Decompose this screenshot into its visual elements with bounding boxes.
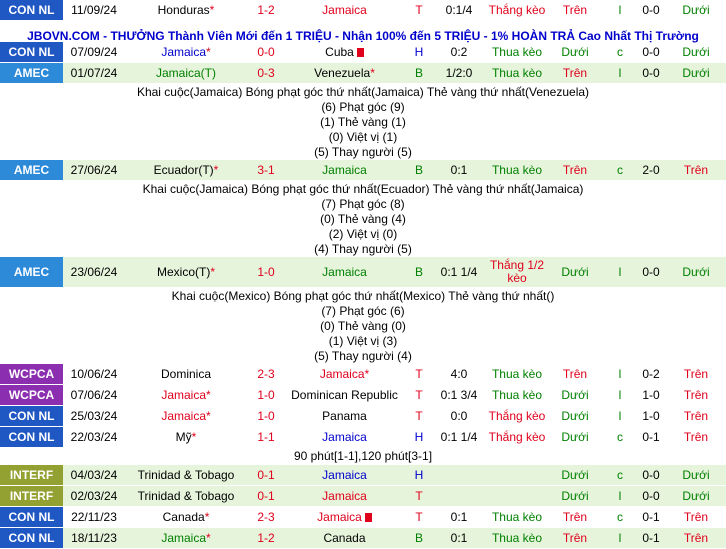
odd-even-marker: l bbox=[618, 366, 622, 381]
home-away-marker: H bbox=[414, 467, 424, 482]
half-over-under: Dưới bbox=[682, 2, 710, 17]
home-team[interactable]: Jamaica * bbox=[161, 44, 211, 59]
match-row bbox=[0, 406, 726, 427]
handicap: 0:1/4 bbox=[445, 2, 473, 17]
red-card-icon bbox=[357, 48, 364, 57]
handicap: 4:0 bbox=[450, 366, 468, 381]
away-team[interactable]: Jamaica * bbox=[319, 366, 370, 381]
stat-line: (1) Thẻ vàng (1) bbox=[320, 115, 406, 129]
handicap: 0:1 bbox=[450, 162, 468, 177]
away-team[interactable]: Jamaica bbox=[322, 2, 367, 17]
league-badge[interactable]: INTERF bbox=[0, 465, 63, 485]
score[interactable]: 1-0 bbox=[257, 387, 275, 402]
stat-line: (2) Việt vị (0) bbox=[328, 227, 398, 241]
away-team[interactable]: Dominican Republic bbox=[291, 387, 398, 402]
home-team[interactable]: Jamaica * bbox=[161, 387, 211, 402]
home-team[interactable]: Ecuador(T) * bbox=[153, 162, 219, 177]
score[interactable]: 1-0 bbox=[257, 264, 275, 279]
handicap-result: Thua kèo bbox=[491, 162, 543, 177]
home-team[interactable]: Jamaica(T) bbox=[155, 65, 216, 80]
match-date: 07/06/24 bbox=[70, 387, 118, 402]
over-under-result: Dưới bbox=[561, 429, 589, 444]
away-team[interactable]: Venezuela * bbox=[314, 65, 375, 80]
half-over-under: Trên bbox=[683, 429, 709, 444]
score[interactable]: 1-1 bbox=[257, 429, 275, 444]
half-time-score: 0-0 bbox=[642, 264, 660, 279]
home-team[interactable]: Mỹ * bbox=[175, 429, 197, 444]
handicap-result: Thắng 1/2 kèo bbox=[489, 258, 545, 285]
match-stats-detail bbox=[0, 288, 726, 364]
over-under-result: Trên bbox=[562, 2, 588, 17]
match-date: 04/03/24 bbox=[70, 467, 118, 482]
score[interactable]: 0-1 bbox=[257, 488, 275, 503]
handicap-result: Thắng kèo bbox=[488, 2, 546, 17]
match-date: 10/06/24 bbox=[70, 366, 118, 381]
odd-even-marker: l bbox=[618, 65, 622, 80]
match-row bbox=[0, 385, 726, 406]
stat-line: (5) Thay người (5) bbox=[314, 145, 412, 159]
home-away-marker: T bbox=[415, 509, 423, 524]
away-team[interactable]: Cuba bbox=[281, 42, 408, 62]
match-date: 02/03/24 bbox=[70, 488, 118, 503]
odd-even-marker: l bbox=[618, 408, 622, 423]
score[interactable]: 2-3 bbox=[257, 366, 275, 381]
odd-even-marker: l bbox=[618, 387, 622, 402]
star-mark: * bbox=[206, 44, 211, 59]
match-row bbox=[0, 364, 726, 385]
half-time-score: 0-0 bbox=[642, 44, 660, 59]
half-over-under: Trên bbox=[683, 530, 709, 545]
stat-line: (7) Phạt góc (6) bbox=[321, 304, 405, 318]
match-date: 22/03/24 bbox=[70, 429, 118, 444]
match-row bbox=[0, 42, 726, 63]
odd-even-marker: l bbox=[618, 530, 622, 545]
half-time-score: 0-0 bbox=[642, 65, 660, 80]
match-date: 25/03/24 bbox=[70, 408, 118, 423]
away-team[interactable]: Canada bbox=[323, 530, 366, 545]
star-mark: * bbox=[204, 509, 210, 524]
league-badge[interactable]: AMEC bbox=[0, 257, 63, 287]
home-team[interactable]: Honduras * bbox=[157, 2, 215, 17]
half-over-under: Trên bbox=[683, 509, 709, 524]
away-team[interactable]: Jamaica bbox=[322, 429, 367, 444]
handicap: 0:1 3/4 bbox=[440, 387, 478, 402]
league-badge[interactable]: WCPCA bbox=[0, 364, 63, 384]
home-team[interactable]: Dominica bbox=[160, 366, 211, 381]
star-mark: * bbox=[206, 408, 211, 423]
half-over-under: Dưới bbox=[682, 44, 710, 59]
half-time-score: 2-0 bbox=[642, 162, 660, 177]
league-badge[interactable]: AMEC bbox=[0, 160, 63, 180]
match-row bbox=[0, 465, 726, 486]
handicap: 0:1 bbox=[450, 509, 468, 524]
score[interactable]: 1-2 bbox=[257, 530, 275, 545]
star-mark: * bbox=[209, 2, 215, 17]
handicap bbox=[430, 486, 488, 506]
over-under-result: Trên bbox=[562, 162, 588, 177]
home-away-marker: T bbox=[415, 408, 423, 423]
red-card-icon bbox=[365, 513, 372, 522]
stat-line: (4) Thay người (5) bbox=[314, 242, 412, 256]
odd-even-marker: c bbox=[617, 429, 623, 444]
away-team[interactable]: Jamaica bbox=[322, 488, 367, 503]
match-stats-detail bbox=[0, 84, 726, 160]
star-mark: * bbox=[370, 65, 375, 80]
handicap: 0:1 1/4 bbox=[440, 429, 478, 444]
score[interactable]: 0-1 bbox=[257, 467, 275, 482]
over-under-result: Dưới bbox=[561, 44, 589, 59]
stat-line: (5) Thay người (4) bbox=[314, 349, 412, 363]
star-mark: * bbox=[364, 366, 370, 381]
home-away-marker: H bbox=[414, 429, 424, 444]
handicap-result: Thắng kèo bbox=[488, 429, 546, 444]
over-under-result: Trên bbox=[562, 65, 588, 80]
away-team[interactable]: Panama bbox=[322, 408, 367, 423]
half-over-under: Dưới bbox=[682, 467, 710, 482]
match-date: 11/09/24 bbox=[71, 2, 117, 17]
half-over-under: Dưới bbox=[682, 65, 710, 80]
league-badge[interactable]: CON NL bbox=[0, 507, 63, 527]
star-mark: * bbox=[191, 429, 197, 444]
handicap-result: Thắng kèo bbox=[488, 408, 546, 423]
home-team[interactable]: Trinidad & Tobago bbox=[137, 488, 235, 503]
over-under-result: Dưới bbox=[561, 264, 589, 279]
half-time-score: 0-0 bbox=[642, 2, 660, 17]
handicap: 1/2:0 bbox=[445, 65, 473, 80]
league-badge[interactable]: AMEC bbox=[0, 63, 63, 83]
match-row bbox=[0, 63, 726, 84]
match-date: 22/11/23 bbox=[71, 509, 117, 524]
over-under-result: Trên bbox=[562, 366, 588, 381]
odd-even-marker: l bbox=[618, 2, 622, 17]
over-under-result: Dưới bbox=[561, 387, 589, 402]
handicap-result: Thua kèo bbox=[491, 387, 543, 402]
home-away-marker: T bbox=[415, 2, 423, 17]
league-badge[interactable]: CON NL bbox=[0, 42, 63, 62]
stat-line: (6) Phạt góc (9) bbox=[321, 100, 405, 114]
match-date: 23/06/24 bbox=[70, 264, 118, 279]
score[interactable]: 0-0 bbox=[257, 44, 275, 59]
over-under-result: Trên bbox=[562, 530, 588, 545]
league-badge[interactable]: CON NL bbox=[0, 406, 63, 426]
away-team[interactable]: Jamaica bbox=[322, 162, 367, 177]
half-time-score: 0-0 bbox=[642, 467, 660, 482]
stats-summary: Khai cuộc(Jamaica) Bóng phạt góc thứ nhất(Jamaica) Thẻ vàng thứ nhất(Venezuela) bbox=[136, 85, 590, 99]
over-under-result: Trên bbox=[562, 509, 588, 524]
match-date: 27/06/24 bbox=[70, 162, 118, 177]
ad-banner[interactable]: JBOVN.COM - THƯỞNG Thành Viên Mới đến 1 TRIỆU - Nhận 100% đến 5 TRIỆU - 1% HOÀN TRẢ Cao Nhất Thị Trường bbox=[27, 29, 699, 43]
score[interactable]: 0-3 bbox=[257, 65, 275, 80]
home-away-marker: B bbox=[414, 162, 423, 177]
odd-even-marker: c bbox=[617, 467, 623, 482]
home-team[interactable]: Jamaica * bbox=[161, 408, 211, 423]
odd-even-marker: c bbox=[617, 509, 623, 524]
away-team[interactable]: Jamaica bbox=[281, 507, 408, 527]
league-badge[interactable]: CON NL bbox=[0, 0, 63, 20]
half-time-score: 0-0 bbox=[642, 488, 660, 503]
home-team[interactable]: Trinidad & Tobago bbox=[137, 467, 235, 482]
handicap: 0:1 1/4 bbox=[440, 264, 478, 279]
odd-even-marker: c bbox=[617, 44, 623, 59]
half-over-under: Trên bbox=[683, 387, 709, 402]
star-mark: * bbox=[206, 530, 211, 545]
extra-time-note: 90 phút[1-1],120 phút[3-1] bbox=[0, 448, 726, 465]
match-stats-detail bbox=[0, 181, 726, 257]
handicap-result: Thua kèo bbox=[491, 44, 543, 59]
league-badge[interactable]: WCPCA bbox=[0, 385, 63, 405]
match-date: 18/11/23 bbox=[71, 530, 117, 545]
over-under-result: Dưới bbox=[561, 408, 589, 423]
home-away-marker: B bbox=[414, 65, 423, 80]
match-row bbox=[0, 507, 726, 528]
half-over-under: Dưới bbox=[682, 264, 710, 279]
half-over-under: Trên bbox=[683, 366, 709, 381]
match-row bbox=[0, 427, 726, 448]
stats-summary: Khai cuộc(Jamaica) Bóng phạt góc thứ nhất(Ecuador) Thẻ vàng thứ nhất(Jamaica) bbox=[142, 182, 584, 196]
handicap-result bbox=[488, 486, 546, 506]
stat-line: (1) Việt vị (3) bbox=[328, 334, 398, 348]
home-away-marker: B bbox=[414, 530, 423, 545]
score[interactable]: 3-1 bbox=[257, 162, 275, 177]
odd-even-marker: c bbox=[617, 162, 623, 177]
home-team[interactable]: Mexico(T) * bbox=[156, 264, 215, 279]
score[interactable]: 2-3 bbox=[257, 509, 275, 524]
stat-line: (0) Thẻ vàng (0) bbox=[320, 319, 406, 333]
score[interactable]: 1-0 bbox=[257, 408, 275, 423]
half-over-under: Dưới bbox=[682, 488, 710, 503]
match-row bbox=[0, 528, 726, 549]
star-mark: * bbox=[213, 162, 219, 177]
stats-summary: Khai cuộc(Mexico) Bóng phạt góc thứ nhất(Mexico) Thẻ vàng thứ nhất() bbox=[171, 289, 555, 303]
home-away-marker: T bbox=[415, 387, 423, 402]
handicap: 0:1 bbox=[450, 530, 468, 545]
handicap-result: Thua kèo bbox=[491, 530, 543, 545]
league-badge[interactable]: CON NL bbox=[0, 427, 63, 447]
half-time-score: 0-1 bbox=[642, 509, 660, 524]
league-badge[interactable]: CON NL bbox=[0, 528, 63, 548]
handicap bbox=[430, 465, 488, 485]
odd-even-marker: l bbox=[618, 264, 622, 279]
handicap-result bbox=[488, 465, 546, 485]
match-date: 07/09/24 bbox=[70, 44, 118, 59]
over-under-result: Dưới bbox=[561, 467, 589, 482]
half-time-score: 1-0 bbox=[642, 408, 660, 423]
match-row bbox=[0, 0, 726, 21]
home-away-marker: B bbox=[414, 264, 423, 279]
away-team[interactable]: Jamaica bbox=[322, 467, 367, 482]
handicap-result: Thua kèo bbox=[491, 366, 543, 381]
star-mark: * bbox=[206, 387, 211, 402]
home-team[interactable]: Canada * bbox=[162, 509, 210, 524]
half-time-score: 0-1 bbox=[642, 429, 660, 444]
match-row bbox=[0, 160, 726, 181]
match-date: 01/07/24 bbox=[70, 65, 118, 80]
handicap: 0:2 bbox=[450, 44, 468, 59]
handicap: 0:0 bbox=[450, 408, 468, 423]
half-over-under: Trên bbox=[683, 162, 709, 177]
stat-line: (7) Phạt góc (8) bbox=[321, 197, 405, 211]
half-time-score: 0-2 bbox=[642, 366, 660, 381]
score[interactable]: 1-2 bbox=[257, 2, 275, 17]
home-team[interactable]: Jamaica * bbox=[161, 530, 211, 545]
half-time-score: 0-1 bbox=[642, 530, 660, 545]
home-away-marker: T bbox=[415, 366, 423, 381]
header-fragment bbox=[480, 0, 520, 3]
stat-line: (0) Việt vị (1) bbox=[328, 130, 398, 144]
star-mark: * bbox=[210, 264, 215, 279]
handicap-result: Thua kèo bbox=[491, 65, 543, 80]
match-row bbox=[0, 257, 726, 288]
match-row bbox=[0, 486, 726, 507]
odd-even-marker: l bbox=[618, 488, 622, 503]
away-team[interactable]: Jamaica bbox=[322, 264, 367, 279]
stat-line: (0) Thẻ vàng (4) bbox=[320, 212, 406, 226]
half-over-under: Trên bbox=[683, 408, 709, 423]
home-away-marker: H bbox=[414, 44, 424, 59]
over-under-result: Dưới bbox=[561, 488, 589, 503]
half-time-score: 1-0 bbox=[642, 387, 660, 402]
home-away-marker: T bbox=[415, 488, 423, 503]
league-badge[interactable]: INTERF bbox=[0, 486, 63, 506]
handicap-result: Thua kèo bbox=[491, 509, 543, 524]
